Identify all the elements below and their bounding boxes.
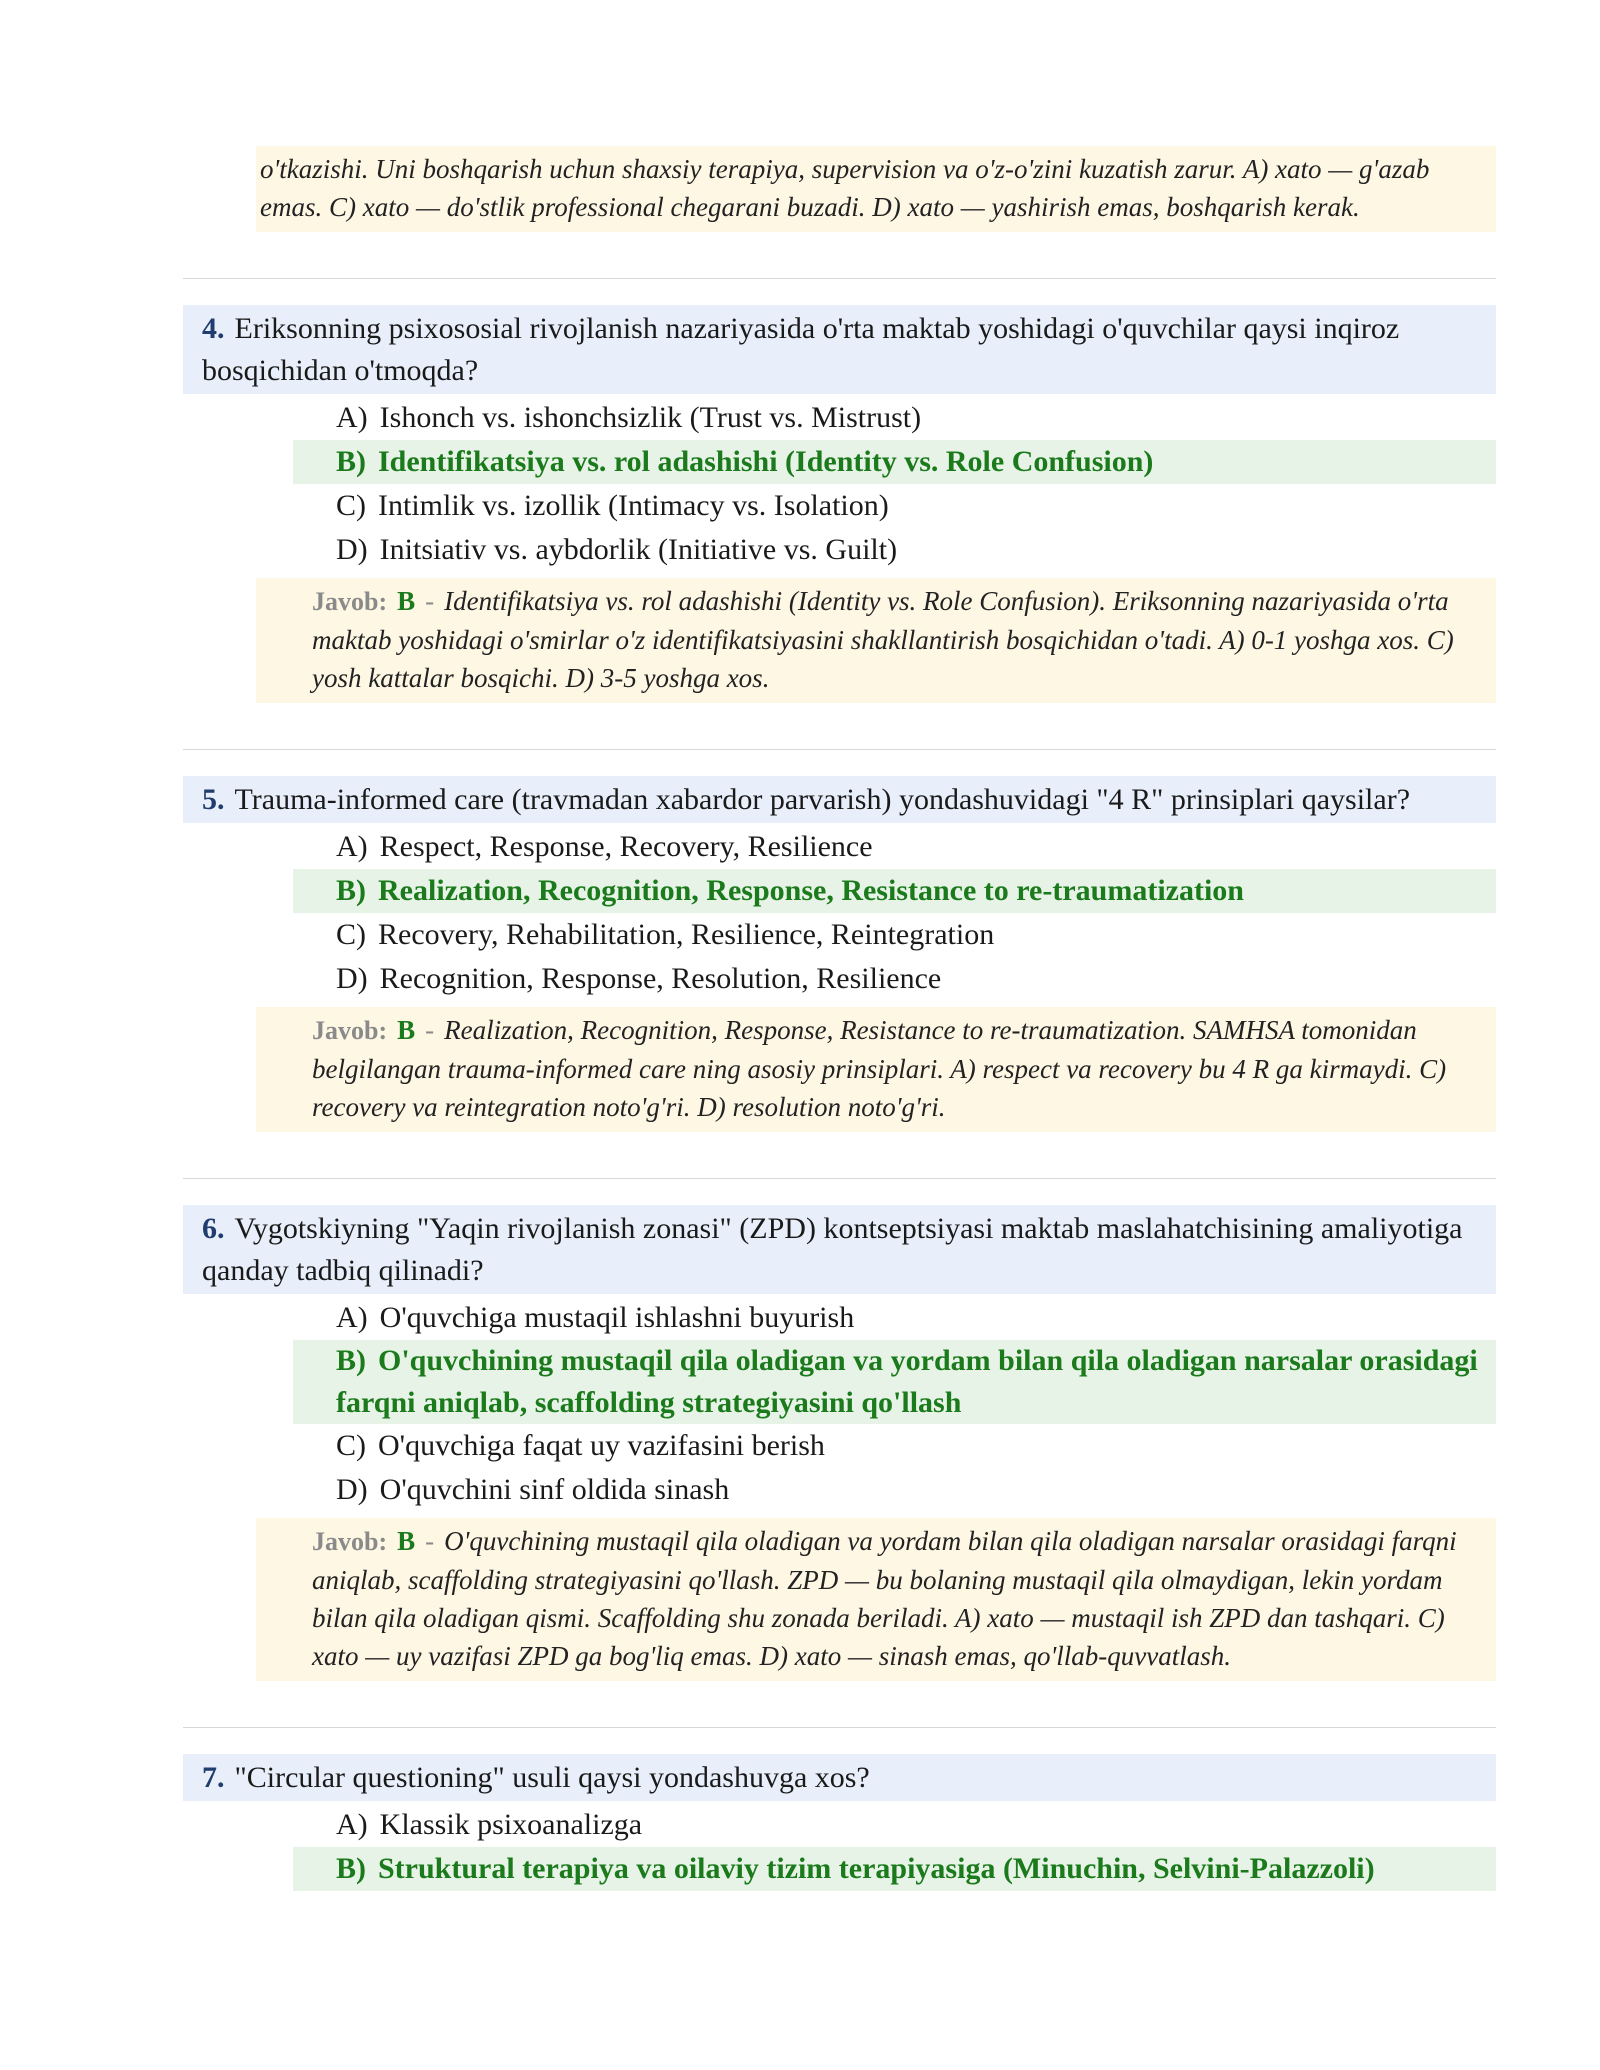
divider bbox=[183, 749, 1496, 750]
question-text: Eriksonning psixososial rivojlanish nazariyasida o'rta maktab yoshidagi o'quvchilar qaysi inqiroz bosqichidan o'tmoqda? bbox=[202, 312, 1400, 387]
answer-label: Javob: bbox=[312, 1527, 388, 1556]
option-c: C) Recovery, Rehabilitation, Resilience, Reintegration bbox=[336, 918, 995, 951]
option-a: A) Klassik psixoanalizga bbox=[336, 1808, 643, 1841]
option-d: D) Recognition, Response, Resolution, Resilience bbox=[336, 962, 942, 995]
question-4 bbox=[183, 305, 1496, 394]
divider bbox=[183, 1178, 1496, 1179]
answer-letter: B bbox=[397, 1526, 416, 1556]
explanation-text: o'tkazishi. Uni boshqarish uchun shaxsiy terapiya, supervision va o'z-o'zini kuzatish zarur. A) xato — g'azab emas. C) xato — do'stlik professional chegarani buzadi. D) xato — yashirish emas, boshqarish kerak. bbox=[260, 154, 1430, 222]
option-d: D) Initsiativ vs. aybdorlik (Initiative vs. Guilt) bbox=[336, 533, 898, 566]
answer-letter: B bbox=[397, 586, 416, 616]
option-b-correct: B) Identifikatsiya vs. rol adashishi (Identity vs. Role Confusion) bbox=[293, 440, 1496, 484]
option-d: D) O'quvchini sinf oldida sinash bbox=[336, 1473, 730, 1506]
option-b-correct: B) O'quvchining mustaqil qila oladigan va yordam bilan qila oladigan narsalar orasidagi farqni aniqlab, scaffolding strategiyasini qo'llash bbox=[293, 1340, 1496, 1424]
answer-explanation-q5: Javob: B - Realization, Recognition, Response, Resistance to re-traumatization. SAMHSA tomonidan belgilangan trauma-informed care ning asosiy prinsiplari. A) respect va recovery bu 4 R ga kirmaydi. C) recovery va reintegration noto'g'ri. D) resolution noto'g'ri. bbox=[256, 1007, 1496, 1132]
document-page bbox=[183, 0, 1496, 1891]
question-number: 7. bbox=[202, 1761, 225, 1794]
option-a: A) Ishonch vs. ishonchsizlik (Trust vs. Mistrust) bbox=[336, 401, 922, 434]
answer-explanation-q4: Javob: B - Identifikatsiya vs. rol adashishi (Identity vs. Role Confusion). Eriksonning nazariyasida o'rta maktab yoshidagi o'smirlar o'z identifikatsiyasini shakllantirish bosqichidan o'tadi. A) 0-1 yoshga xos. C) yosh kattalar bosqichi. D) 3-5 yoshga xos. bbox=[256, 578, 1496, 703]
question-5 bbox=[183, 776, 1496, 823]
question-text: "Circular questioning" usuli qaysi yondashuvga xos? bbox=[234, 1761, 870, 1794]
option-a: A) Respect, Response, Recovery, Resilience bbox=[336, 830, 873, 863]
question-text: Trauma-informed care (travmadan xabardor parvarish) yondashuvidagi "4 R" prinsiplari qaysilar? bbox=[234, 783, 1411, 816]
answer-letter: B bbox=[397, 1015, 416, 1045]
divider bbox=[183, 278, 1496, 279]
divider bbox=[183, 1727, 1496, 1728]
question-number: 5. bbox=[202, 783, 225, 816]
option-b-correct: B) Struktural terapiya va oilaviy tizim terapiyasiga (Minuchin, Selvini-Palazzoli) bbox=[293, 1847, 1496, 1891]
answer-label: Javob: bbox=[312, 1016, 388, 1045]
question-number: 6. bbox=[202, 1212, 225, 1245]
option-a: A) O'quvchiga mustaqil ishlashni buyurish bbox=[336, 1301, 855, 1334]
answer-label: Javob: bbox=[312, 587, 388, 616]
question-text: Vygotskiyning "Yaqin rivojlanish zonasi" (ZPD) kontseptsiyasi maktab maslahatchisining amaliyotiga qanday tadbiq qilinadi? bbox=[202, 1212, 1463, 1287]
question-7 bbox=[183, 1754, 1496, 1801]
question-number: 4. bbox=[202, 312, 225, 345]
explanation-text: O'quvchining mustaqil qila oladigan va yordam bilan qila oladigan narsalar orasidagi farqni aniqlab, scaffolding strategiyasini qo'llash. ZPD — bu bolaning mustaqil qila olmaydigan, lekin yordam bilan qila oladigan qismi. Scaffolding shu zonada beriladi. A) xato — mustaqil ish ZPD dan tashqari. C) xato — uy vazifasi ZPD ga bog'liq emas. D) xato — sinash emas, qo'llab-quvvatlash. bbox=[312, 1526, 1457, 1671]
explanation-text: Identifikatsiya vs. rol adashishi (Identity vs. Role Confusion). Eriksonning nazariyasida o'rta maktab yoshidagi o'smirlar o'z identifikatsiyasini shakllantirish bosqichidan o'tadi. A) 0-1 yoshga xos. C) yosh kattalar bosqichi. D) 3-5 yoshga xos. bbox=[312, 586, 1454, 693]
answer-explanation-q6: Javob: B - O'quvchining mustaqil qila oladigan va yordam bilan qila oladigan narsalar orasidagi farqni aniqlab, scaffolding strategiyasini qo'llash. ZPD — bu bolaning mustaqil qila olmaydigan, lekin yordam bilan qila oladigan qismi. Scaffolding shu zonada beriladi. A) xato — mustaqil ish ZPD dan tashqari. C) xato — uy vazifasi ZPD ga bog'liq emas. D) xato — sinash emas, qo'llab-quvvatlash. bbox=[256, 1518, 1496, 1681]
explanation-box-q3 bbox=[256, 146, 1496, 232]
option-b-correct: B) Realization, Recognition, Response, Resistance to re-traumatization bbox=[293, 869, 1496, 913]
option-c: C) Intimlik vs. izollik (Intimacy vs. Isolation) bbox=[336, 489, 889, 522]
option-c: C) O'quvchiga faqat uy vazifasini berish bbox=[336, 1429, 825, 1462]
question-6 bbox=[183, 1205, 1496, 1294]
explanation-text: Realization, Recognition, Response, Resistance to re-traumatization. SAMHSA tomonidan belgilangan trauma-informed care ning asosiy prinsiplari. A) respect va recovery bu 4 R ga kirmaydi. C) recovery va reintegration noto'g'ri. D) resolution noto'g'ri. bbox=[312, 1015, 1447, 1122]
